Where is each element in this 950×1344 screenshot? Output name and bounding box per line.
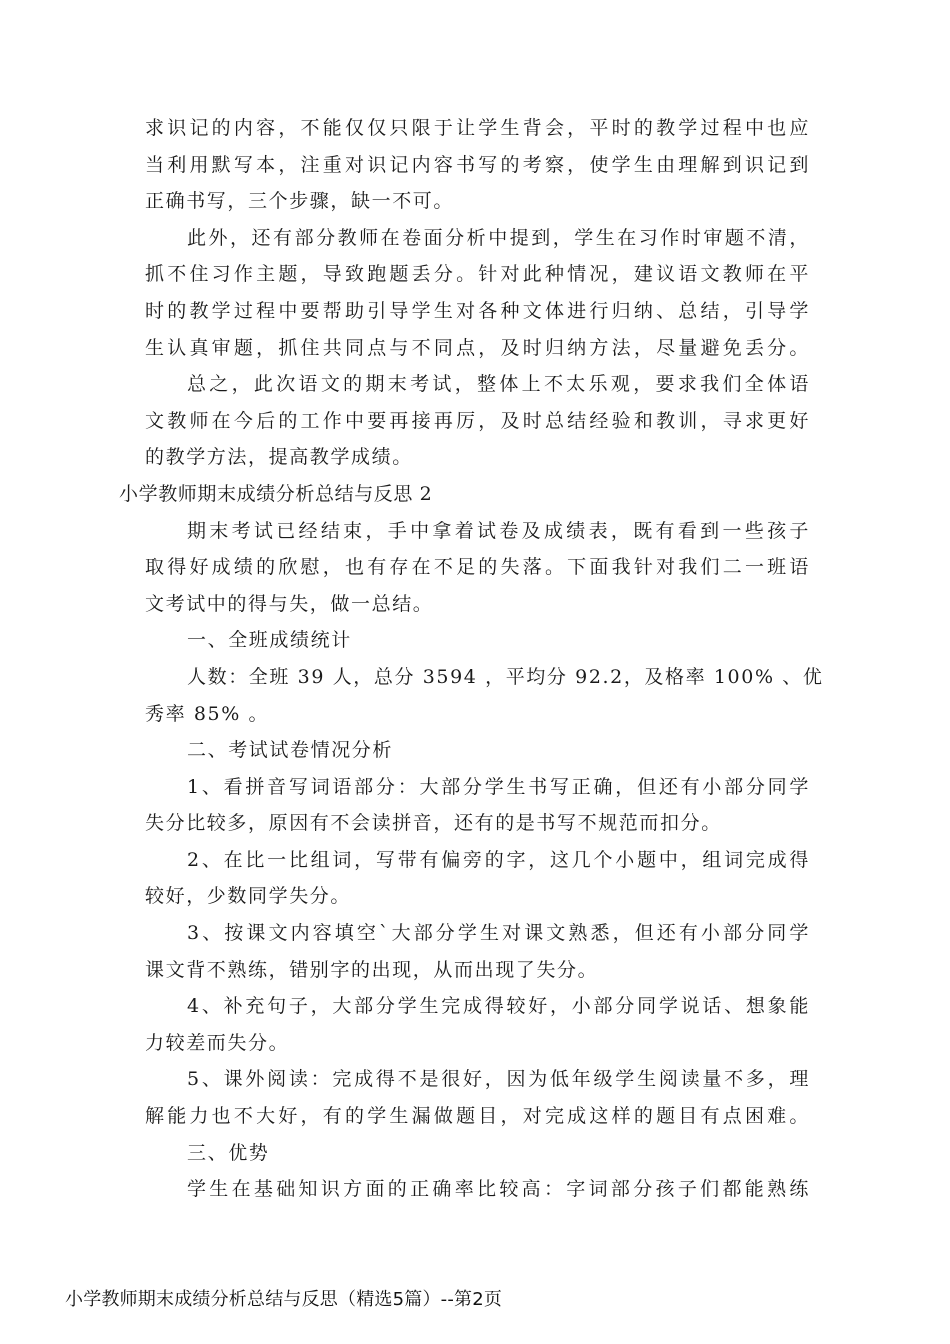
text-line: 5、课外阅读：完成得不是很好，因为低年级学生阅读量不多，理 [187, 1068, 810, 1091]
text-line: 人数：全班 39 人，总分 3594 ，平均分 92.2，及格率 100% 、优 [187, 665, 824, 688]
section-heading: 小学教师期末成绩分析总结与反思 2 [119, 482, 433, 505]
subsection-heading: 一、全班成绩统计 [187, 629, 352, 652]
text-line: 较好，少数同学失分。 [145, 885, 352, 908]
text-line: 4、补充句子，大部分学生完成得较好，小部分同学说话、想象能 [187, 995, 810, 1018]
text-line: 求识记的内容，不能仅仅只限于让学生背会，平时的教学过程中也应 [145, 117, 810, 139]
subsection-heading: 三、优势 [187, 1141, 270, 1164]
page-footer: 小学教师期末成绩分析总结与反思（精选5篇）--第2页 [65, 1289, 503, 1310]
text-line: 力较差而失分。 [145, 1031, 290, 1054]
text-line: 期末考试已经结束，手中拿着试卷及成绩表，既有看到一些孩子 [187, 519, 810, 542]
text-line: 正确书写，三个步骤，缺一不可。 [145, 190, 455, 213]
text-line: 课文背不熟练，错别字的出现，从而出现了失分。 [145, 958, 599, 981]
text-line: 生认真审题，抓住共同点与不同点，及时归纳方法，尽量避免丢分。 [145, 336, 810, 359]
document-body [119, 110, 824, 1208]
text-line: 此外，还有部分教师在卷面分析中提到，学生在习作时审题不清， [187, 226, 810, 249]
text-line: 1、看拼音写词语部分：大部分学生书写正确，但还有小部分同学 [187, 775, 810, 798]
text-line: 解能力也不大好，有的学生漏做题目，对完成这样的题目有点困难。 [145, 1105, 810, 1128]
text-line: 取得好成绩的欣慰，也有存在不足的失落。下面我针对我们二一班语 [145, 556, 810, 579]
text-line: 3、按课文内容填空`大部分学生对课文熟悉，但还有小部分同学 [187, 922, 810, 945]
text-line: 当利用默写本，注重对识记内容书写的考察，使学生由理解到识记到 [145, 153, 810, 176]
subsection-heading: 二、考试试卷情况分析 [187, 739, 394, 762]
text-line: 时的教学过程中要帮助引导学生对各种文体进行归纳、总结，引导学 [145, 299, 810, 322]
text-line: 失分比较多，原因有不会读拼音，还有的是书写不规范而扣分。 [145, 812, 722, 835]
text-line: 抓不住习作主题，导致跑题丢分。针对此种情况，建议语文教师在平 [145, 263, 810, 286]
text-line: 总之，此次语文的期末考试，整体上不太乐观，要求我们全体语 [187, 373, 810, 396]
text-line: 文教师在今后的工作中要再接再厉，及时总结经验和教训，寻求更好 [145, 409, 810, 432]
text-line: 学生在基础知识方面的正确率比较高：字词部分孩子们都能熟练 [187, 1178, 810, 1201]
text-line: 文考试中的得与失，做一总结。 [145, 592, 434, 615]
text-line: 的教学方法，提高教学成绩。 [145, 446, 413, 469]
text-line: 秀率 85% 。 [145, 702, 270, 725]
text-line: 2、在比一比组词，写带有偏旁的字，这几个小题中，组词完成得 [187, 848, 810, 871]
